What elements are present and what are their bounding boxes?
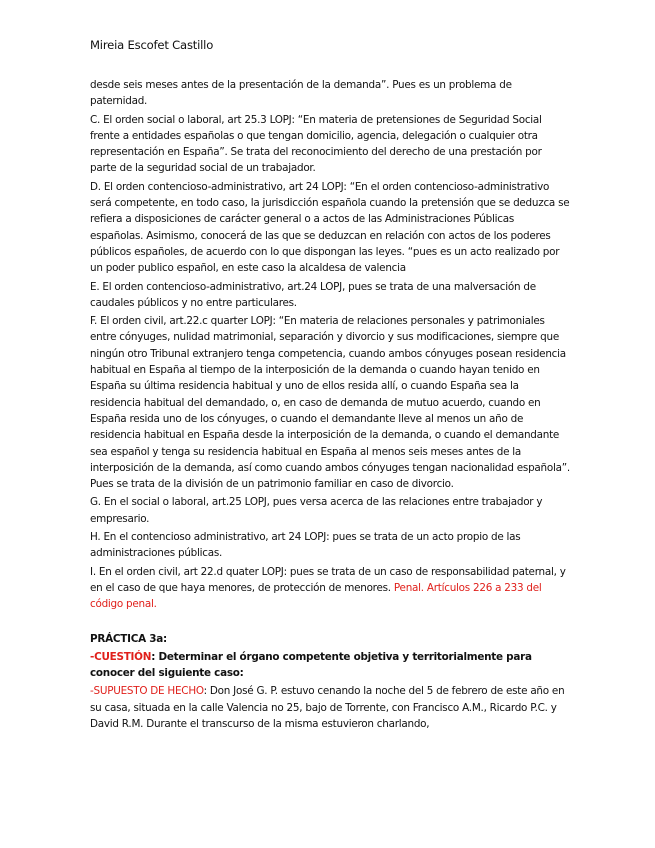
cuestion-text: : Determinar el órgano competente objetiva y territorialmente para conocer del siguiente caso: — [90, 650, 532, 680]
paragraph-d-contencioso: D. El orden contencioso-administrativo, art 24 LOPJ: “En el orden contencioso-administrativo será competente, en todo caso, la jurisdicción española cuando la pretensión que se deduzca se refiera a disposiciones de carácter general o a actos de las Administraciones Públicas españolas. Asimismo, conocerá de las que se deduzcan en relación con actos de los poderes públicos españoles, de acuerdo con lo que dispongan las leyes. “pues es un acto realizado por un poder publico español, en este caso la alcaldesa de valencia — [90, 180, 570, 275]
practice-title: PRÁCTICA 3a: — [90, 632, 167, 645]
paragraph-h-contencioso: H. En el contencioso administrativo, art 24 LOPJ: pues se trata de un acto propio de las administraciones públicas. — [90, 531, 521, 560]
paragraph-f-civil: F. El orden civil, art.22.c quarter LOPJ: “En materia de relaciones personales y patrimoniales entre cónyuges, nulidad matrimonial, separación y divorcio y sus modificaciones, siempre que ningún otro Tribunal extranjero tenga competencia, cuando ambos cónyuges posean residencia habitual en España al tiempo de la interposición de la demanda o cuando hayan tenido en España su última residencia habitual y uno de ellos resida allí, o cuando España sea la residencia habitual del demandado, o, en caso de demanda de mutuo acuerdo, cuando en España resida uno de los cónyuges, o cuando el demandante lleve al menos un año de residencia habitual en España desde la interposición de la demanda, o cuando el demandante sea español y tenga su residencia habitual en España al menos seis meses antes de la interposición de la demanda, así como cuando ambos cónyuges tengan nacionalidad española”. Pues se trata de la división de un patrimonio familiar en caso de divorcio. — [90, 315, 570, 491]
page-header-author: Mireia Escofet Castillo — [90, 38, 214, 52]
paragraph-e-contencioso: E. El orden contencioso-administrativo, art.24 LOPJ, pues se trata de una malversación de caudales públicos y no entre particulares. — [90, 280, 536, 309]
cuestion-label: -CUESTIÓN — [90, 650, 152, 663]
document-body — [90, 77, 570, 734]
paragraph-paternidad: desde seis meses antes de la presentación de la demanda”. Pues es un problema de paternidad. — [90, 79, 512, 108]
supuesto-label: -SUPUESTO DE HECHO — [90, 685, 204, 698]
paragraph-i-civil — [90, 564, 570, 613]
practice-supuesto — [90, 683, 570, 732]
paragraph-g-social: G. En el social o laboral, art.25 LOPJ, pues versa acerca de las relaciones entre trabajador y empresario. — [90, 496, 543, 525]
paragraph-i-penal-reference: Penal. Artículos 226 a 233 del código penal. — [90, 581, 542, 611]
practice-cuestion — [90, 649, 570, 682]
paragraph-c-social: C. El orden social o laboral, art 25.3 LOPJ: “En materia de pretensiones de Seguridad Social frente a entidades españolas o que tengan domicilio, agencia, delegación o cualquier otra representación en España”. Se trata del reconocimiento del derecho de una prestación por parte de la seguridad social de un trabajador. — [90, 113, 542, 175]
paragraph-i-text: I. En el orden civil, art 22.d quater LOPJ: pues se trata de un caso de responsabilidad paternal, y en el caso de que haya menores, de protección de menores. — [90, 565, 566, 594]
supuesto-text: : Don José G. P. estuvo cenando la noche del 5 de febrero de este año en su casa, situada en la calle Valencia no 25, bajo de Torrente, con Francisco A.M., Ricardo P.C. y David R.M. Durante el transcurso de la misma estuvieron charlando, — [90, 685, 565, 730]
